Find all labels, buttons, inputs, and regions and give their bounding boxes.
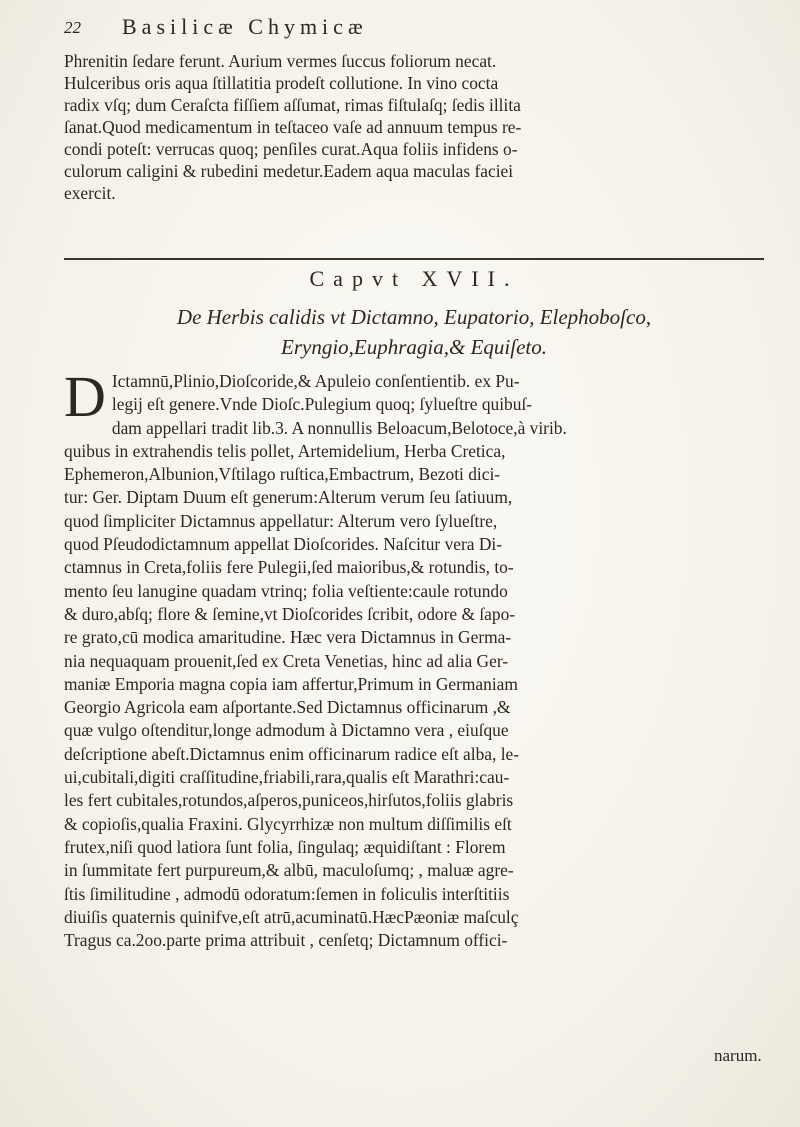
- running-title: Basilicæ Chymicæ: [122, 14, 368, 39]
- text-line: frutex,niſi quod latiora ſunt folia, ſingulaq; æquidiſtant : Florem: [64, 836, 506, 857]
- text-line: ui,cubitali,digiti craſſitudine,friabili,rara,qualis eſt Marathri:cau-: [64, 767, 510, 788]
- running-head: [64, 14, 764, 50]
- text-line: ſtis ſimilitudine , admodū odoratum:ſemen in foliculis interſtitiis: [64, 883, 510, 904]
- text-line: Ictamnū,Plinio,Dioſcoride,& Apuleio conſentientib. ex Pu-: [111, 371, 520, 391]
- text-line: Hulceribus oris aqua ſtillatitia prodeſt collutione. In vino cocta: [64, 73, 499, 93]
- heading-line: Eryngio,Euphragia,& Equiſeto.: [281, 335, 547, 359]
- text-line: diuiſis quaternis quinifve,eſt atrū,acuminatū.HæcPæoniæ maſculç: [64, 906, 519, 927]
- top-paragraph: [64, 50, 778, 204]
- heading-line: De Herbis calidis vt Dictamno, Eupatorio, Elephoboſco,: [176, 305, 652, 329]
- text-line: quod Pſeudodictamnum appellat Dioſcorides. Naſcitur vera Di-: [64, 534, 503, 555]
- text-line: ctamnus in Creta,foliis fere Pulegii,ſed maioribus,& rotundis, to-: [64, 557, 514, 578]
- text-line: radix vſq; dum Ceraſcta fiſſiem aſſumat, rimas fiſtulaſq; ſedis illita: [64, 95, 521, 115]
- text-line: re grato,cū modica amaritudine. Hæc vera Dictamnus in Germa-: [64, 627, 512, 648]
- text-line: legij eſt genere.Vnde Dioſc.Pulegium quoq; ſylueſtre quibuſ-: [111, 394, 533, 415]
- drop-capital: D: [64, 364, 106, 429]
- page-folio: 22: [64, 18, 81, 37]
- text-line: tur: Ger. Diptam Duum eſt generum:Alterum verum ſeu ſatiuum,: [64, 487, 513, 508]
- text-line: deſcriptione abeſt.Dictamnus enim officinarum radice eſt alba, le-: [64, 743, 520, 764]
- chapter-heading: [64, 302, 764, 362]
- text-line: les fert cubitales,rotundos,aſperos,puniceos,hirſutos,foliis glabris: [64, 790, 514, 811]
- main-paragraph: [64, 364, 778, 952]
- text-line: nia nequaquam prouenit,ſed ex Creta Venetias, hinc ad alia Ger-: [64, 650, 509, 671]
- chapter-number: Capvt XVII.: [309, 266, 519, 291]
- text-line: quæ vulgo oſtenditur,longe admodum à Dictamno vera , eiuſque: [64, 720, 509, 741]
- text-line: exercit.: [64, 183, 116, 203]
- text-line: Tragus ca.2oo.parte prima attribuit , cenſetq; Dictamnum offici-: [64, 930, 508, 951]
- section-rule: [64, 258, 764, 260]
- text-line: Georgio Agricola eam aſportante.Sed Dictamnus officinarum ,&: [64, 697, 511, 718]
- text-line: Phrenitin ſedare ferunt. Aurium vermes ſuccus foliorum necat.: [64, 51, 497, 71]
- catchword: narum.: [714, 1046, 762, 1065]
- text-line: ſanat.Quod medicamentum in teſtaceo vaſe ad annuum tempus re-: [64, 117, 522, 137]
- text-line: maniæ Emporia magna copia iam affertur,Primum in Germaniam: [64, 673, 518, 694]
- text-line: culorum caligini & rubedini medetur.Eadem aqua maculas faciei: [64, 161, 514, 181]
- text-line: & copioſis,qualia Fraxini. Glycyrrhizæ non multum diſſimilis eſt: [64, 813, 512, 834]
- text-line: condi poteſt: verrucas quoq; penſiles curat.Aqua foliis infidens o-: [64, 139, 518, 159]
- text-line: quod ſimpliciter Dictamnus appellatur: Alterum vero ſylueſtre,: [64, 510, 498, 531]
- text-line: dam appellari tradit lib.3. A nonnullis Beloacum,Belotoce,à virib.: [111, 417, 567, 438]
- text-line: mento ſeu lanugine quadam vtrinq; folia veſtiente:caule rotundo: [64, 580, 508, 601]
- text-line: quibus in extrahendis telis pollet, Artemidelium, Herba Cretica,: [64, 440, 506, 461]
- text-line: Ephemeron,Albunion,Vſtilago ruſtica,Embactrum, Bezoti dici-: [64, 464, 501, 485]
- text-line: in ſummitate fert purpureum,& albū, maculoſumq; , maluæ agre-: [64, 860, 514, 881]
- text-line: & duro,abſq; flore & ſemine,vt Dioſcorides ſcribit, odore & ſapo-: [64, 603, 516, 624]
